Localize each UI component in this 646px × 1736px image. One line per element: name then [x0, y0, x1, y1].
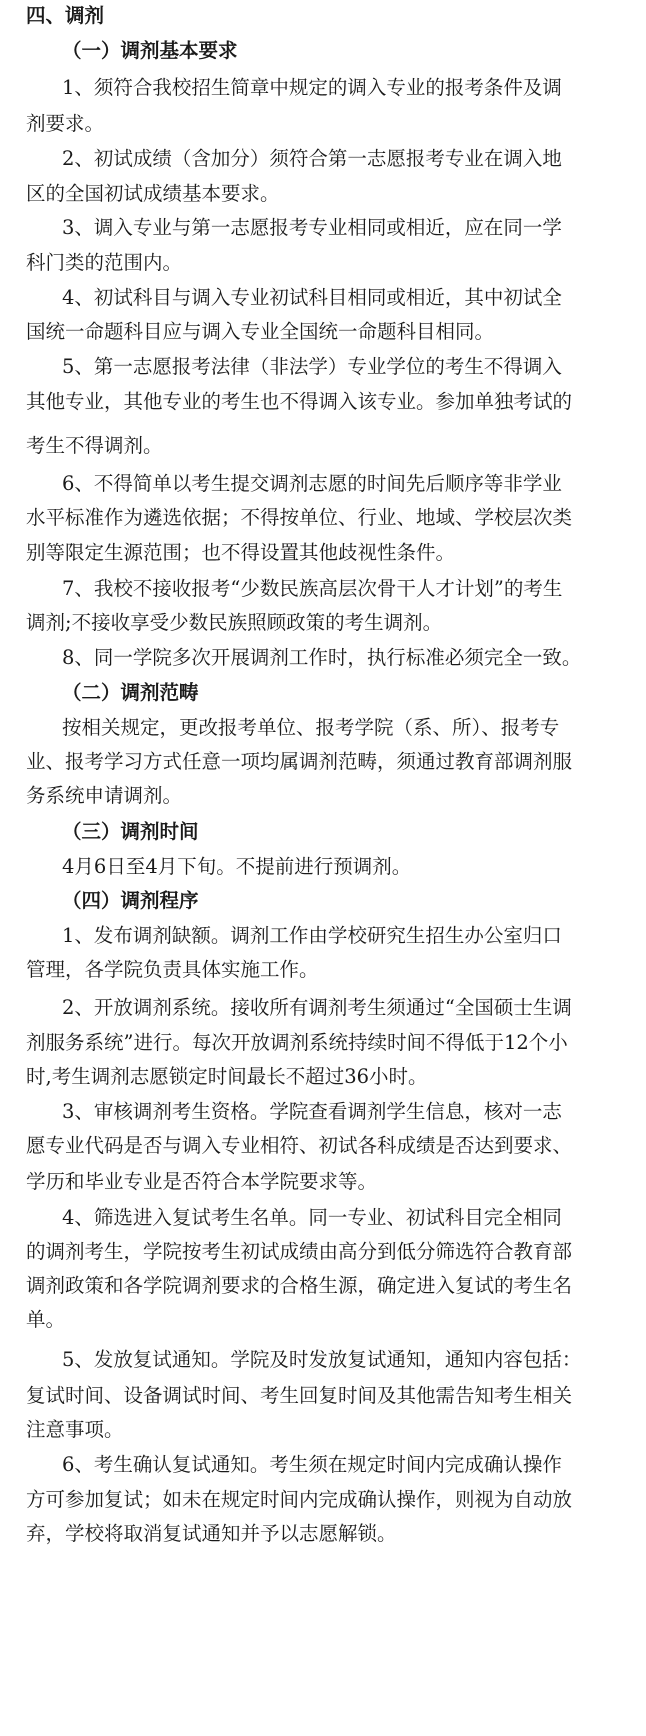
- basic-item-5-line-2: 其他专业，其他专业的考生也不得调入该专业。参加单独考试的: [26, 390, 573, 413]
- basic-item-4-line-1: 4、初试科目与调入专业初试科目相同或相近，其中初试全: [62, 286, 562, 309]
- procedure-item-5-line-2: 复试时间、设备调试时间、考生回复时间及其他需告知考生相关: [26, 1384, 573, 1407]
- basic-item-1-line-1: 1、须符合我校招生简章中规定的调入专业的报考条件及调: [62, 76, 562, 99]
- procedure-item-1-line-2: 管理，各学院负责具体实施工作。: [26, 958, 319, 981]
- procedure-item-6-line-2: 方可参加复试；如未在规定时间内完成确认操作，则视为自动放: [26, 1488, 573, 1511]
- procedure-item-3-line-2: 愿专业代码是否与调入专业相符、初试各科成绩是否达到要求、: [26, 1134, 573, 1157]
- subsection-heading-time: （三）调剂时间: [62, 820, 199, 843]
- procedure-item-4-line-1: 4、筛选进入复试考生名单。同一专业、初试科目完全相同: [62, 1206, 562, 1229]
- procedure-item-3-line-1: 3、审核调剂考生资格。学院查看调剂学生信息，核对一志: [62, 1100, 562, 1123]
- subsection-heading-scope: （二）调剂范畴: [62, 681, 199, 704]
- procedure-item-5-line-1: 5、发放复试通知。学院及时发放复试通知，通知内容包括：: [62, 1348, 582, 1371]
- procedure-item-2-line-3: 时,考生调剂志愿锁定时间最长不超过36小时。: [26, 1065, 428, 1088]
- procedure-item-4-line-4: 单。: [26, 1308, 66, 1331]
- procedure-item-4-line-2: 的调剂考生，学院按考生初试成绩由高分到低分筛选符合教育部: [26, 1240, 573, 1263]
- procedure-item-6-line-1: 6、考生确认复试通知。考生须在规定时间内完成确认操作: [62, 1453, 562, 1476]
- basic-item-7-line-2: 调剂;不接收享受少数民族照顾政策的考生调剂。: [26, 611, 443, 634]
- scope-line-2: 业、报考学习方式任意一项均属调剂范畴，须通过教育部调剂服: [26, 750, 573, 773]
- basic-item-1-line-2: 剂要求。: [26, 112, 105, 135]
- time-line-1: 4月6日至4月下旬。不提前进行预调剂。: [62, 855, 412, 878]
- basic-item-6-line-3: 别等限定生源范围；也不得设置其他歧视性条件。: [26, 541, 456, 564]
- basic-item-6-line-2: 水平标准作为遴选依据；不得按单位、行业、地域、学校层次类: [26, 506, 573, 529]
- basic-item-5-line-3: 考生不得调剂。: [26, 434, 163, 457]
- procedure-item-2-line-2: 剂服务系统”进行。每次开放调剂系统持续时间不得低于12个小: [26, 1031, 568, 1054]
- procedure-item-5-line-3: 注意事项。: [26, 1418, 124, 1441]
- procedure-item-3-line-3: 学历和毕业专业是否符合本学院要求等。: [26, 1170, 378, 1193]
- basic-item-3-line-2: 科门类的范围内。: [26, 251, 183, 274]
- basic-item-8-line-1: 8、同一学院多次开展调剂工作时，执行标准必须完全一致。: [62, 646, 582, 669]
- basic-item-7-line-1: 7、我校不接收报考“少数民族高层次骨干人才计划”的考生: [62, 577, 563, 600]
- basic-item-6-line-1: 6、不得简单以考生提交调剂志愿的时间先后顺序等非学业: [62, 472, 562, 495]
- procedure-item-6-line-3: 弃，学校将取消复试通知并予以志愿解锁。: [26, 1522, 397, 1545]
- procedure-item-2-line-1: 2、开放调剂系统。接收所有调剂考生须通过“全国硕士生调: [62, 996, 572, 1019]
- procedure-item-1-line-1: 1、发布调剂缺额。调剂工作由学校研究生招生办公室归口: [62, 924, 562, 947]
- basic-item-3-line-1: 3、调入专业与第一志愿报考专业相同或相近，应在同一学: [62, 216, 562, 239]
- subsection-heading-basic: （一）调剂基本要求: [62, 39, 238, 62]
- procedure-item-4-line-3: 调剂政策和各学院调剂要求的合格生源，确定进入复试的考生名: [26, 1274, 573, 1297]
- section-title: 四、调剂: [26, 4, 105, 27]
- basic-item-2-line-1: 2、初试成绩（含加分）须符合第一志愿报考专业在调入地: [62, 147, 562, 170]
- scope-line-3: 务系统申请调剂。: [26, 784, 183, 807]
- basic-item-5-line-1: 5、第一志愿报考法律（非法学）专业学位的考生不得调入: [62, 355, 562, 378]
- scope-line-1: 按相关规定，更改报考单位、报考学院（系、所）、报考专: [62, 716, 560, 739]
- basic-item-4-line-2: 国统一命题科目应与调入专业全国统一命题科目相同。: [26, 320, 495, 343]
- basic-item-2-line-2: 区的全国初试成绩基本要求。: [26, 182, 280, 205]
- subsection-heading-procedure: （四）调剂程序: [62, 889, 199, 912]
